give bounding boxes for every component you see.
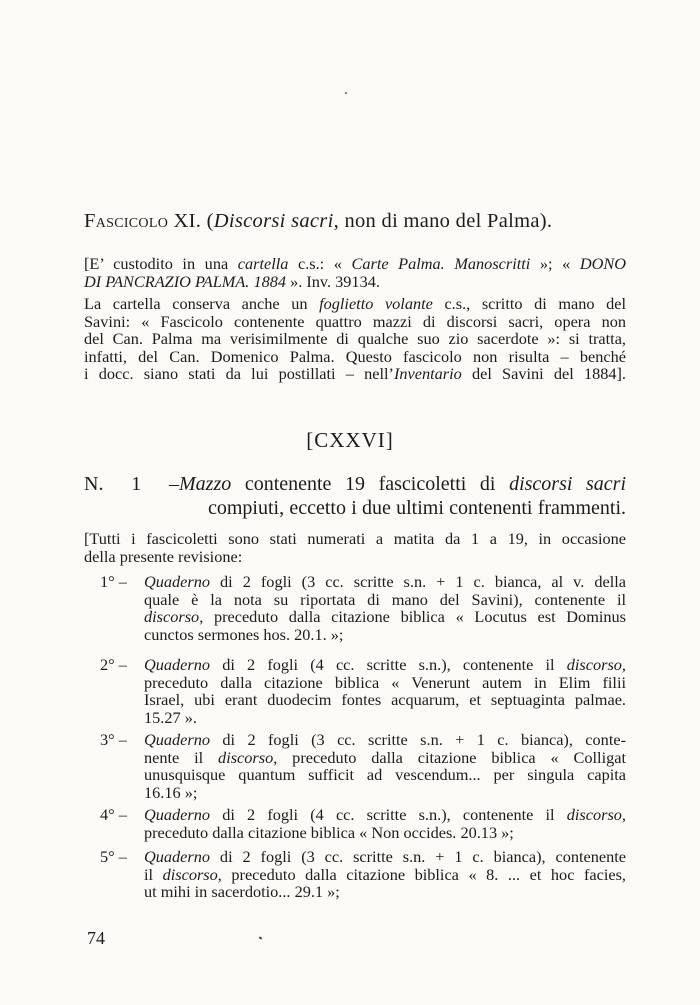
- heading-fascicolo: Fascicolo: [84, 210, 169, 232]
- item-line: unusquisque quantum sufficit ad vescendum... per singula capita: [144, 765, 626, 785]
- list-item: [84, 656, 626, 726]
- folder-note-line-3: del Can. Palma ma verisimilmente di qualche suo zio sacerdote »: si tratta,: [84, 329, 626, 348]
- folder-note-line-4: infatti, del Can. Domenico Palma. Questo fascicolo non risulta – benché: [84, 346, 626, 366]
- heading-paren: (: [206, 210, 214, 232]
- text-run: discorso,: [566, 805, 626, 824]
- text-run: i docc. siano stati da lui postillati – nell’: [84, 364, 394, 383]
- list-item: [84, 573, 626, 643]
- entry-number: N. 1 –: [84, 473, 179, 495]
- text-run: La cartella conserva anche un: [84, 294, 320, 313]
- text-run: Quaderno: [144, 730, 211, 749]
- folder-note: [84, 295, 626, 383]
- speck-mark: [345, 92, 347, 94]
- item-marker: 5° –: [100, 847, 127, 866]
- item-line: cunctos sermones hos. 20.1. »;: [144, 624, 344, 644]
- item-line: [144, 749, 626, 767]
- folder-note-line-5: [84, 365, 626, 383]
- heading-numeral: XI.: [173, 210, 202, 232]
- custody-note-line-1: [84, 255, 626, 273]
- text-run: di 2 fogli (4 cc. scritte s.n.), contenente il: [210, 655, 567, 674]
- list-item: [84, 731, 626, 801]
- custody-note-line-2: [84, 273, 626, 291]
- text-run: nente il: [144, 747, 219, 767]
- text-run: foglietto volante: [319, 294, 433, 313]
- text-run: DONO: [579, 254, 626, 273]
- item-marker: 4° –: [100, 805, 127, 824]
- item-marker: 1° –: [100, 572, 127, 591]
- folder-note-line-1: [84, 295, 626, 313]
- item-line: [144, 806, 626, 824]
- item-line: 16.16 »;: [144, 782, 198, 802]
- item-line: preceduto dalla citazione biblica « Non occides. 20.13 »;: [144, 822, 514, 842]
- text-run: discorsi sacri: [509, 473, 627, 495]
- text-run: DI PANCRAZIO PALMA. 1884: [84, 271, 287, 291]
- custody-note: [84, 255, 626, 290]
- fascicolo-heading: [84, 210, 684, 233]
- text-run: Quaderno: [144, 655, 211, 674]
- item-line: 15.27 ».: [144, 707, 197, 727]
- text-run: c.s.: «: [288, 254, 352, 273]
- text-run: discorso: [218, 747, 274, 767]
- entry-line-2: compiuti, eccetto i due ultimi contenenti frammenti.: [208, 497, 626, 519]
- text-run: , preceduto dalla citazione biblica « 8. ... et hoc facies,: [217, 864, 626, 884]
- intro-line-2: della presente revisione:: [84, 547, 243, 566]
- text-run: Carte Palma. Manoscritti: [351, 254, 531, 273]
- text-run: Quaderno: [144, 805, 211, 824]
- item-marker: 2° –: [100, 655, 127, 674]
- item-line: [144, 866, 626, 884]
- text-run: cartella: [237, 254, 289, 273]
- entry-line-1: [84, 472, 626, 496]
- item-line: [144, 731, 626, 749]
- text-run: discorso,: [566, 655, 626, 674]
- list-item: [84, 848, 626, 901]
- text-run: »; «: [530, 254, 580, 273]
- item-line: [144, 848, 626, 866]
- intro-line-1: [Tutti i fascicoletti sono stati numerati a matita da 1 a 19, in occasione: [84, 529, 626, 548]
- item-line: ut mihi in sacerdotio... 29.1 »;: [144, 882, 340, 902]
- text-run: di 2 fogli (4 cc. scritte s.n.), contenente il: [210, 805, 567, 824]
- section-title: [CXXVI]: [306, 428, 394, 452]
- text-run: [E’ custodito in una: [84, 254, 238, 273]
- revision-intro: [84, 530, 626, 566]
- text-run: ». Inv. 39134.: [286, 271, 380, 291]
- text-run: il: [144, 864, 163, 884]
- item-line: [144, 573, 626, 591]
- text-run: , preceduto dalla citazione biblica « Locutus est Dominus: [199, 607, 626, 627]
- text-run: contenente 19 fascicoletti di: [231, 473, 510, 495]
- text-run: Quaderno: [144, 847, 211, 866]
- text-run: di 2 fogli (3 cc. scritte s.n. + 1 c. bianca), conte-: [210, 730, 626, 749]
- text-run: Inventario: [393, 364, 462, 383]
- item-line: [144, 608, 626, 626]
- item-line: preceduto dalla citazione biblica « Venerunt autem in Elim filii: [144, 672, 626, 692]
- item-line: Israel, ubi erant duodecim fontes acquarum, et septuaginta palmae.: [144, 690, 626, 710]
- item-line: [144, 656, 626, 674]
- text-run: , preceduto dalla citazione biblica « Colligat: [273, 747, 626, 767]
- text-run: Quaderno: [144, 572, 211, 591]
- text-run: discorso: [144, 607, 200, 627]
- text-run: di 2 fogli (3 cc. scritte s.n. + 1 c. bianca, al v. della: [210, 572, 626, 591]
- heading-italic: Discorsi sacri: [213, 210, 334, 232]
- text-run: c.s., scritto di mano del: [432, 294, 626, 313]
- folder-note-line-2: Savini: « Fascicolo contenente quattro mazzi di discorsi sacri, opera non: [84, 311, 626, 331]
- text-run: di 2 fogli (3 cc. scritte s.n. + 1 c. bianca), contenente: [210, 847, 626, 866]
- text-run: Mazzo: [179, 473, 232, 495]
- item-marker: 3° –: [100, 730, 127, 749]
- text-run: discorso: [162, 864, 218, 884]
- entry-heading: [84, 472, 626, 520]
- item-line: quale è la nota su riportata di mano del Savini), contenente il: [144, 589, 626, 609]
- speck-mark: [259, 936, 263, 939]
- list-item: [84, 806, 626, 841]
- text-run: del Savini del 1884].: [461, 364, 627, 383]
- page-number: 74: [87, 928, 105, 948]
- heading-rest: , non di mano del Palma).: [333, 210, 553, 232]
